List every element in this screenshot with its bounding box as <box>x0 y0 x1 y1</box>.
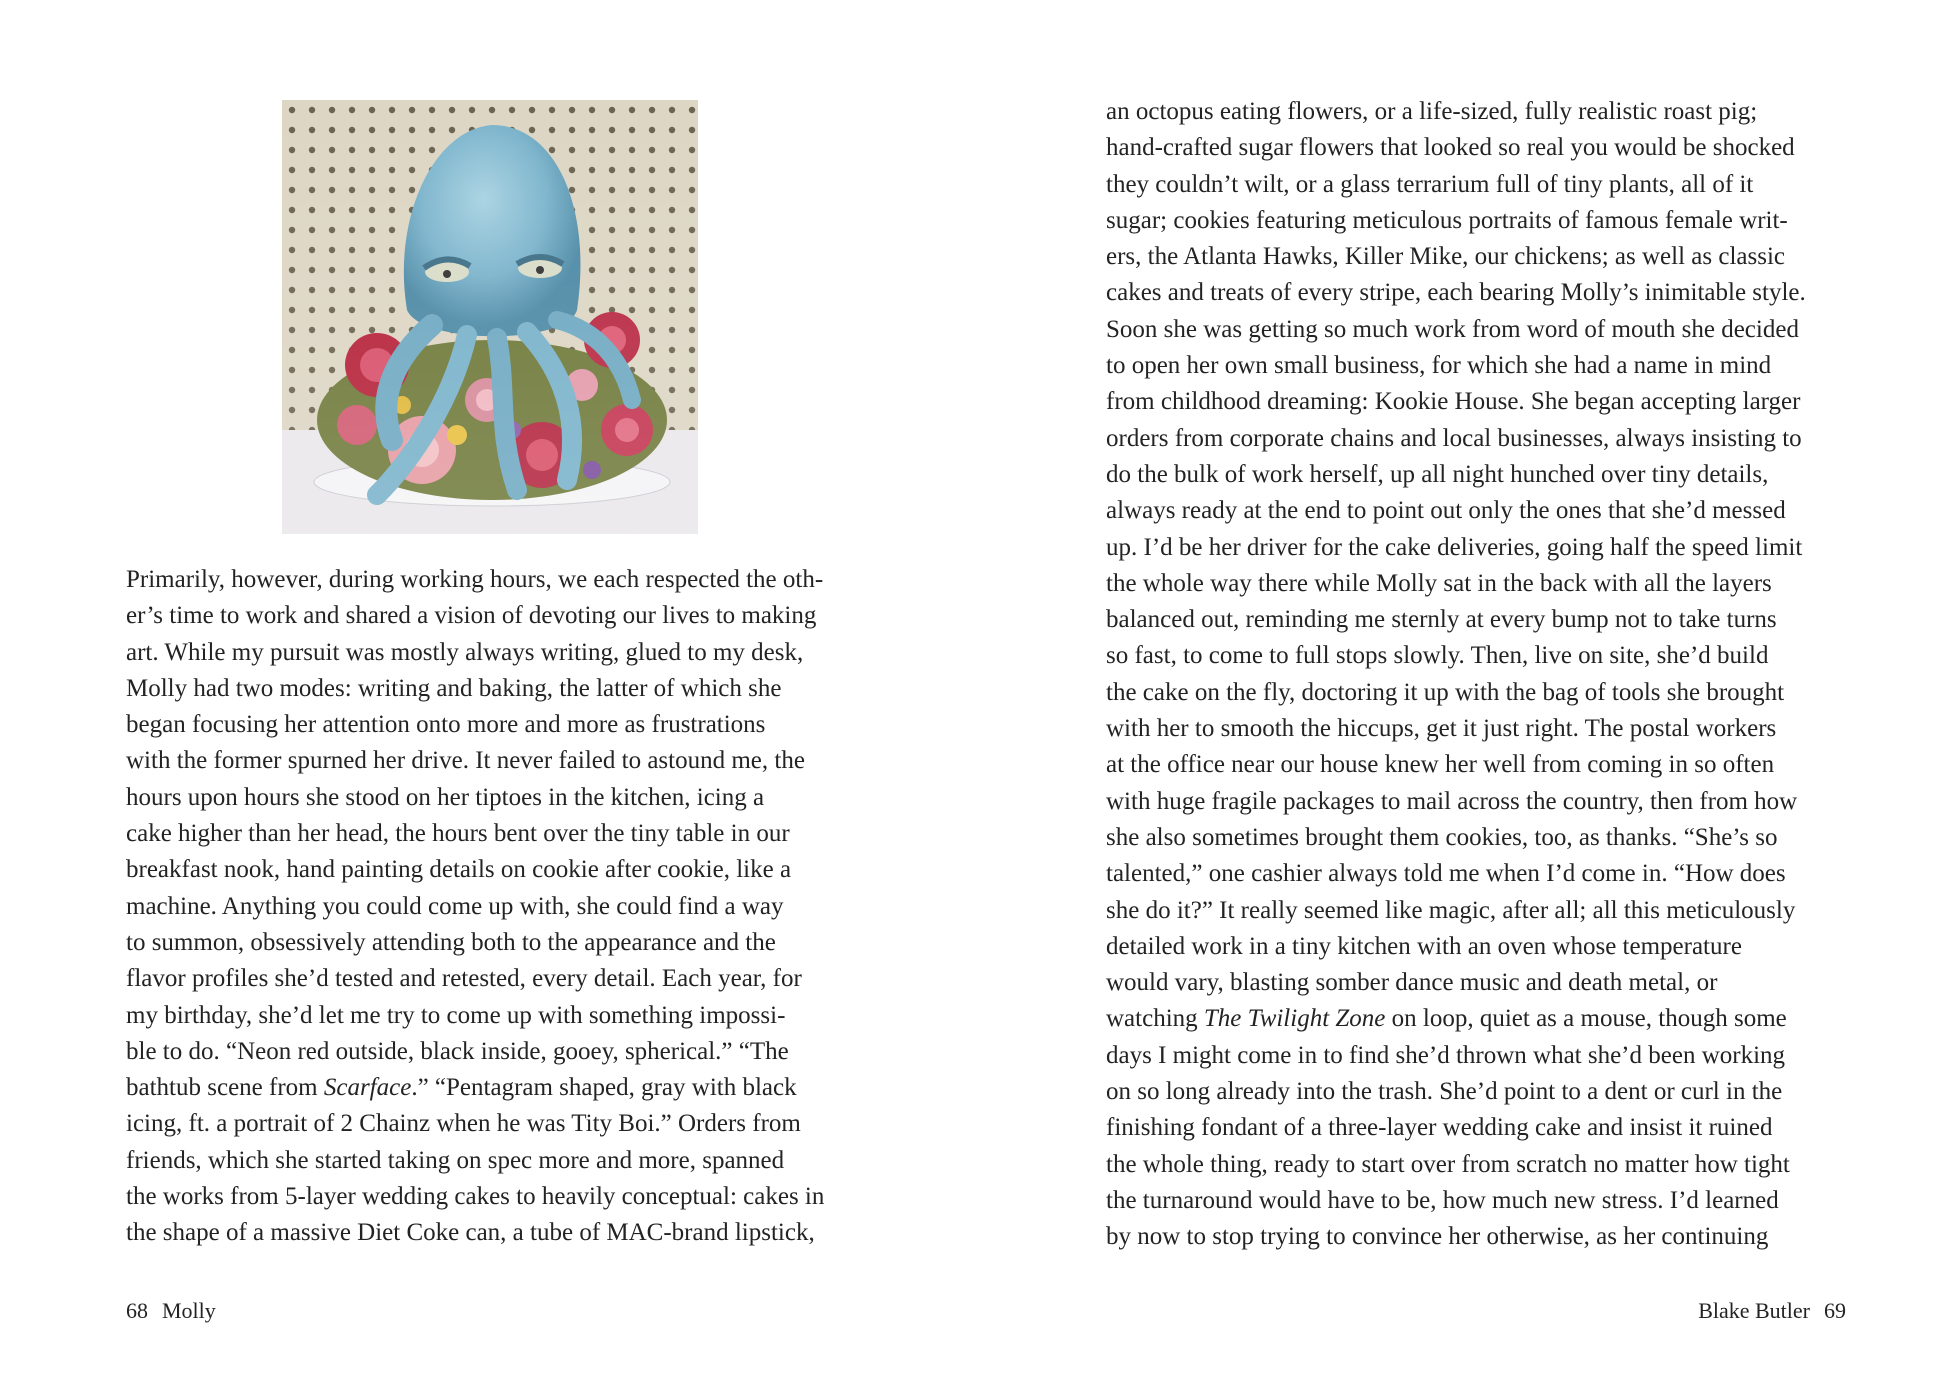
text-line: up. I’d be her driver for the cake deliveries, going half the speed limit <box>1106 533 1803 561</box>
italic-title: The Twilight Zone <box>1203 1005 1386 1033</box>
text-line: do the bulk of work herself, up all night hunched over tiny details, <box>1106 460 1769 488</box>
text-line: icing, ft. a portrait of 2 Chainz when he was Tity Boi.” Orders from <box>126 1110 801 1138</box>
left-folio <box>126 1298 216 1324</box>
running-head: Blake Butler <box>1698 1298 1810 1323</box>
text-line: Soon she was getting so much work from word of mouth she decided <box>1106 315 1799 343</box>
text-line: cakes and treats of every stripe, each bearing Molly’s inimitable style. <box>1106 279 1806 307</box>
page-number: 69 <box>1824 1298 1846 1323</box>
text-line: always ready at the end to point out only the ones that she’d messed <box>1106 497 1786 525</box>
text-line: from childhood dreaming: Kookie House. She began accepting larger <box>1106 388 1801 416</box>
text-line: breakfast nook, hand painting details on cookie after cookie, like a <box>126 856 792 884</box>
text-line: Molly had two modes: writing and baking, the latter of which she <box>126 674 782 702</box>
text-line: the cake on the fly, doctoring it up with the bag of tools she brought <box>1106 678 1785 706</box>
text-line: by now to stop trying to convince her otherwise, as her continuing <box>1106 1223 1769 1251</box>
text-line: an octopus eating flowers, or a life-sized, fully realistic roast pig; <box>1106 98 1758 125</box>
text-line: orders from corporate chains and local businesses, always insisting to <box>1106 424 1802 452</box>
text-line: she do it?” It really seemed like magic, after all; all this meticulously <box>1106 896 1796 924</box>
text-line: with the former spurned her drive. It never failed to astound me, the <box>126 747 805 775</box>
text-line: hand-crafted sugar flowers that looked so real you would be shocked <box>1106 134 1795 162</box>
text-span: on loop, quiet as a mouse, though some <box>1385 1005 1787 1033</box>
text-line <box>1106 1001 1846 1037</box>
text-line: would vary, blasting somber dance music and death metal, or <box>1106 969 1718 997</box>
text-line: on so long already into the trash. She’d point to a dent or curl in the <box>1106 1078 1783 1106</box>
left-body-text <box>126 562 866 1252</box>
right-folio <box>1698 1298 1846 1324</box>
text-span: .” “Pentagram shaped, gray with black <box>411 1074 797 1102</box>
text-line: the turnaround would have to be, how much new stress. I’d learned <box>1106 1186 1779 1214</box>
text-line: er’s time to work and shared a vision of devoting our lives to making <box>126 602 817 630</box>
text-line: at the office near our house knew her well from coming in so often <box>1106 751 1775 779</box>
running-head: Molly <box>162 1298 216 1323</box>
text-line: talented,” one cashier always told me when I’d come in. “How does <box>1106 860 1786 888</box>
text-line: machine. Anything you could come up with, she could find a way <box>126 892 784 920</box>
octopus-cake-photo <box>282 100 698 534</box>
right-body-text <box>1106 94 1846 1256</box>
text-line <box>126 1070 866 1106</box>
text-line: the shape of a massive Diet Coke can, a tube of MAC-brand lipstick, <box>126 1219 815 1247</box>
text-line: hours upon hours she stood on her tiptoes in the kitchen, icing a <box>126 783 765 811</box>
text-line: the whole way there while Molly sat in the back with all the layers <box>1106 569 1772 597</box>
text-line: with her to smooth the hiccups, get it just right. The postal workers <box>1106 715 1777 743</box>
text-line: the whole thing, ready to start over from scratch no matter how tight <box>1106 1150 1790 1178</box>
text-line: they couldn’t wilt, or a glass terrarium full of tiny plants, all of it <box>1106 170 1754 198</box>
text-line: balanced out, reminding me sternly at every bump not to take turns <box>1106 606 1777 634</box>
text-line: to summon, obsessively attending both to the appearance and the <box>126 928 776 956</box>
text-line: flavor profiles she’d tested and retested, every detail. Each year, for <box>126 965 802 993</box>
text-line: my birthday, she’d let me try to come up with something impossi- <box>126 1001 786 1029</box>
page-number: 68 <box>126 1298 148 1323</box>
text-line: the works from 5-layer wedding cakes to heavily conceptual: cakes in <box>126 1183 825 1211</box>
text-line: friends, which she started taking on spec more and more, spanned <box>126 1146 785 1174</box>
text-line: ers, the Atlanta Hawks, Killer Mike, our chickens; as well as classic <box>1106 243 1785 271</box>
text-line: began focusing her attention onto more and more as frustrations <box>126 711 766 739</box>
text-line: finishing fondant of a three-layer wedding cake and insist it ruined <box>1106 1114 1773 1142</box>
text-line: to open her own small business, for which she had a name in mind <box>1106 352 1772 380</box>
text-span: bathtub scene from <box>126 1074 324 1102</box>
text-line: ble to do. “Neon red outside, black inside, gooey, spherical.” “The <box>126 1037 789 1065</box>
text-line: with huge fragile packages to mail across the country, then from how <box>1106 787 1798 815</box>
text-span: watching <box>1106 1005 1204 1033</box>
text-line: art. While my pursuit was mostly always writing, glued to my desk, <box>126 638 804 666</box>
right-page <box>975 0 1950 1400</box>
italic-title: Scarface <box>323 1074 412 1102</box>
text-line: days I might come in to find she’d thrown what she’d been working <box>1106 1041 1786 1069</box>
text-line: cake higher than her head, the hours bent over the tiny table in our <box>126 820 790 848</box>
text-line: Primarily, however, during working hours, we each respected the oth- <box>126 566 824 593</box>
text-line: so fast, to come to full stops slowly. Then, live on site, she’d build <box>1106 642 1769 670</box>
text-line: she also sometimes brought them cookies, too, as thanks. “She’s so <box>1106 823 1778 851</box>
text-line: detailed work in a tiny kitchen with an oven whose temperature <box>1106 932 1742 960</box>
text-line: sugar; cookies featuring meticulous portraits of famous female writ- <box>1106 206 1788 234</box>
